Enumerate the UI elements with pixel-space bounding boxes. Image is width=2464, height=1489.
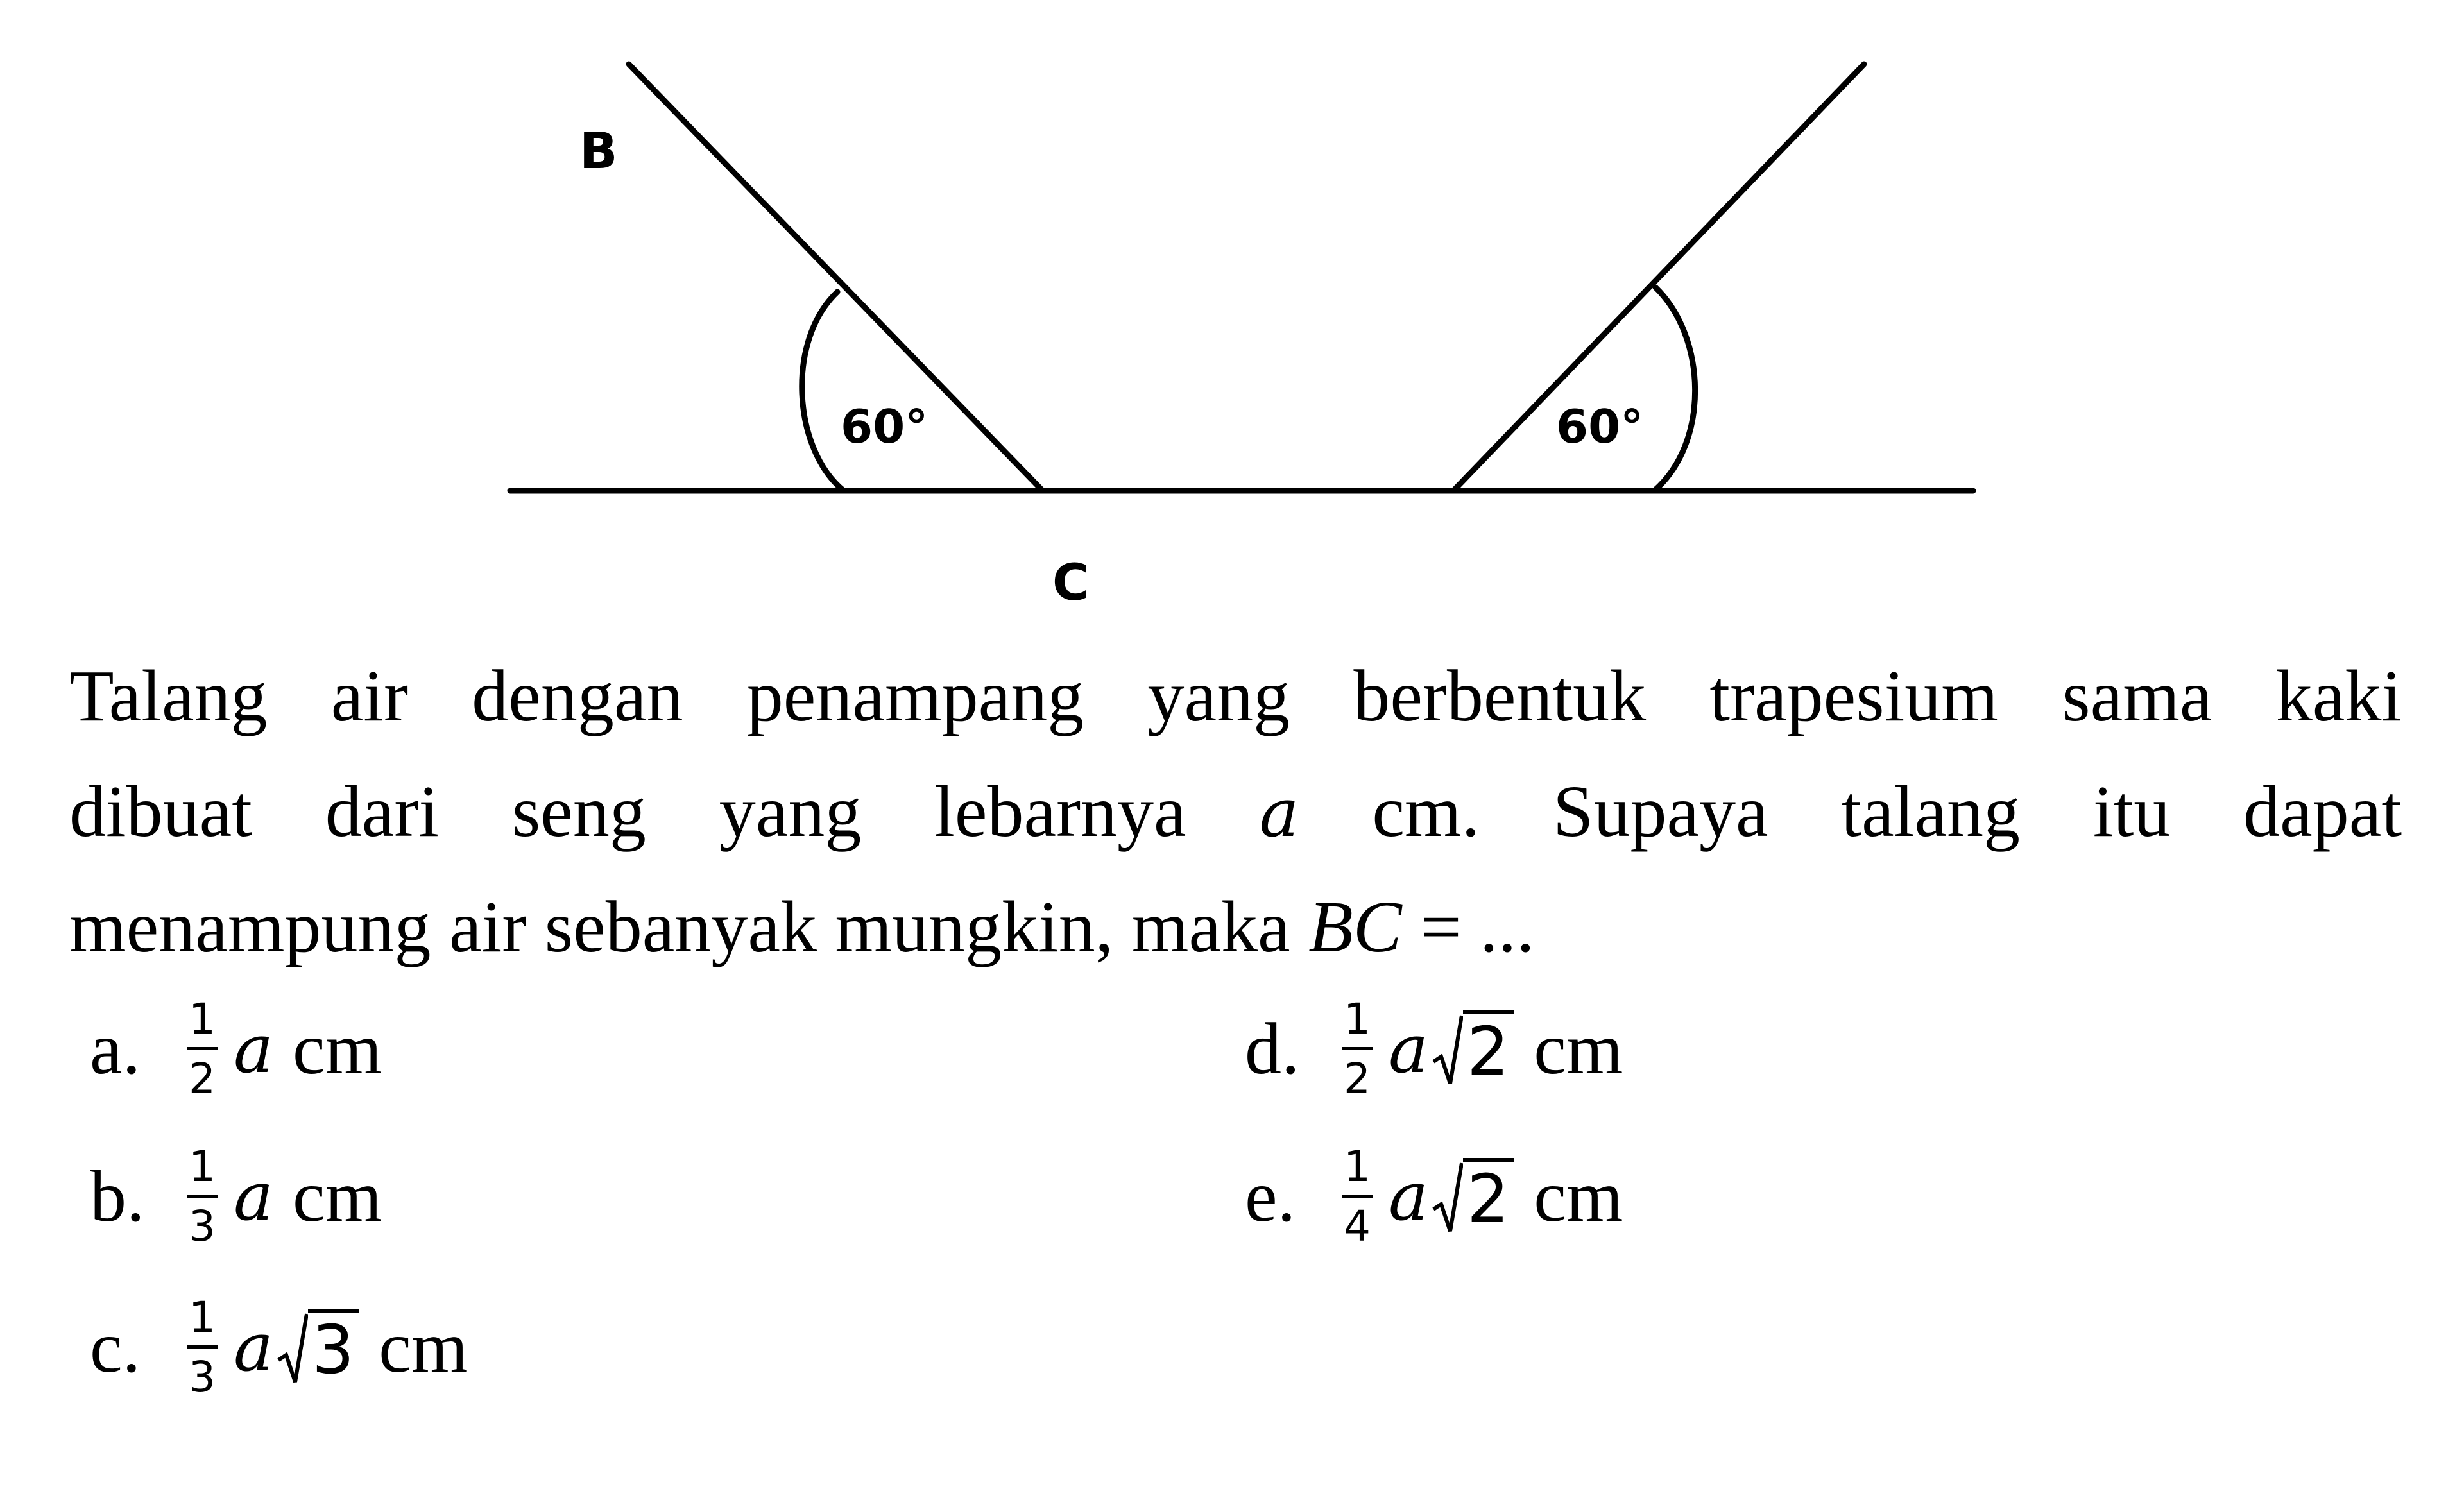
option-a[interactable] xyxy=(90,978,382,1119)
option-letter: d. xyxy=(1245,1008,1300,1089)
radical-sign-icon xyxy=(1432,1012,1463,1087)
option-variable: a xyxy=(1389,1157,1429,1236)
question-line-1: Talang air dengan penampang yang berbentuk trapesium sama kaki xyxy=(69,655,2402,736)
option-unit: cm xyxy=(1534,1155,1623,1237)
fraction-denominator: 4 xyxy=(1344,1201,1371,1251)
fraction xyxy=(1340,1141,1374,1251)
fraction xyxy=(1340,994,1374,1103)
option-unit: cm xyxy=(1534,1008,1623,1089)
fraction-numerator: 1 xyxy=(1344,1141,1371,1191)
fraction-numerator: 1 xyxy=(189,1292,216,1342)
option-letter: b. xyxy=(90,1155,145,1237)
radicand: 2 xyxy=(1463,1158,1514,1234)
square-root xyxy=(1432,1010,1514,1091)
option-variable: a xyxy=(234,1157,274,1236)
question-line-3 xyxy=(69,869,2402,985)
label-b: B xyxy=(579,123,618,180)
variable-a: a xyxy=(1259,774,1299,852)
radical-sign-icon xyxy=(277,1310,308,1386)
option-unit: cm xyxy=(293,1008,382,1089)
angle-left-label: 60° xyxy=(841,400,928,454)
option-c[interactable] xyxy=(90,1277,468,1418)
fraction-denominator: 2 xyxy=(1344,1053,1371,1103)
question-line-2-end: cm. Supaya talang itu dapat xyxy=(1372,770,2402,852)
option-variable: a xyxy=(234,1308,274,1386)
radicand: 3 xyxy=(308,1309,359,1385)
right-angle-arc xyxy=(1654,287,1695,491)
trapezoid-gutter-figure xyxy=(0,0,2464,616)
fraction xyxy=(185,1141,219,1251)
right-slant-line xyxy=(1453,64,1864,491)
option-b[interactable] xyxy=(90,1126,382,1267)
square-root xyxy=(277,1309,359,1390)
question-line-3-end: = ... xyxy=(1420,886,1535,967)
option-unit: cm xyxy=(293,1155,382,1237)
fraction-denominator: 2 xyxy=(189,1053,216,1103)
option-unit: cm xyxy=(379,1306,468,1388)
question-line-2-start: dibuat dari seng yang lebarnya xyxy=(69,770,1186,852)
question-text xyxy=(69,638,2402,985)
question-line-3-start: menampung air sebanyak mungkin, maka xyxy=(69,886,1290,967)
angle-right-label: 60° xyxy=(1556,400,1644,454)
fraction xyxy=(185,1292,219,1402)
option-variable: a xyxy=(1389,1010,1429,1088)
fraction-numerator: 1 xyxy=(189,1141,216,1191)
fraction xyxy=(185,994,219,1103)
option-e[interactable] xyxy=(1245,1126,1623,1267)
left-angle-arc xyxy=(802,292,844,491)
option-variable: a xyxy=(234,1010,274,1088)
radical-sign-icon xyxy=(1432,1159,1463,1235)
radicand: 2 xyxy=(1463,1010,1514,1087)
option-d[interactable] xyxy=(1245,978,1623,1119)
option-letter: e. xyxy=(1245,1155,1296,1237)
square-root xyxy=(1432,1158,1514,1239)
fraction-numerator: 1 xyxy=(189,994,216,1044)
fraction-denominator: 3 xyxy=(189,1201,216,1251)
left-slant-line xyxy=(629,64,1043,491)
fraction-denominator: 3 xyxy=(189,1352,216,1402)
fraction-numerator: 1 xyxy=(1344,994,1371,1044)
question-line-2 xyxy=(69,754,2402,869)
label-c: C xyxy=(1052,554,1090,612)
option-letter: a. xyxy=(90,1008,141,1089)
variable-bc: BC xyxy=(1308,886,1402,967)
option-letter: c. xyxy=(90,1306,141,1388)
